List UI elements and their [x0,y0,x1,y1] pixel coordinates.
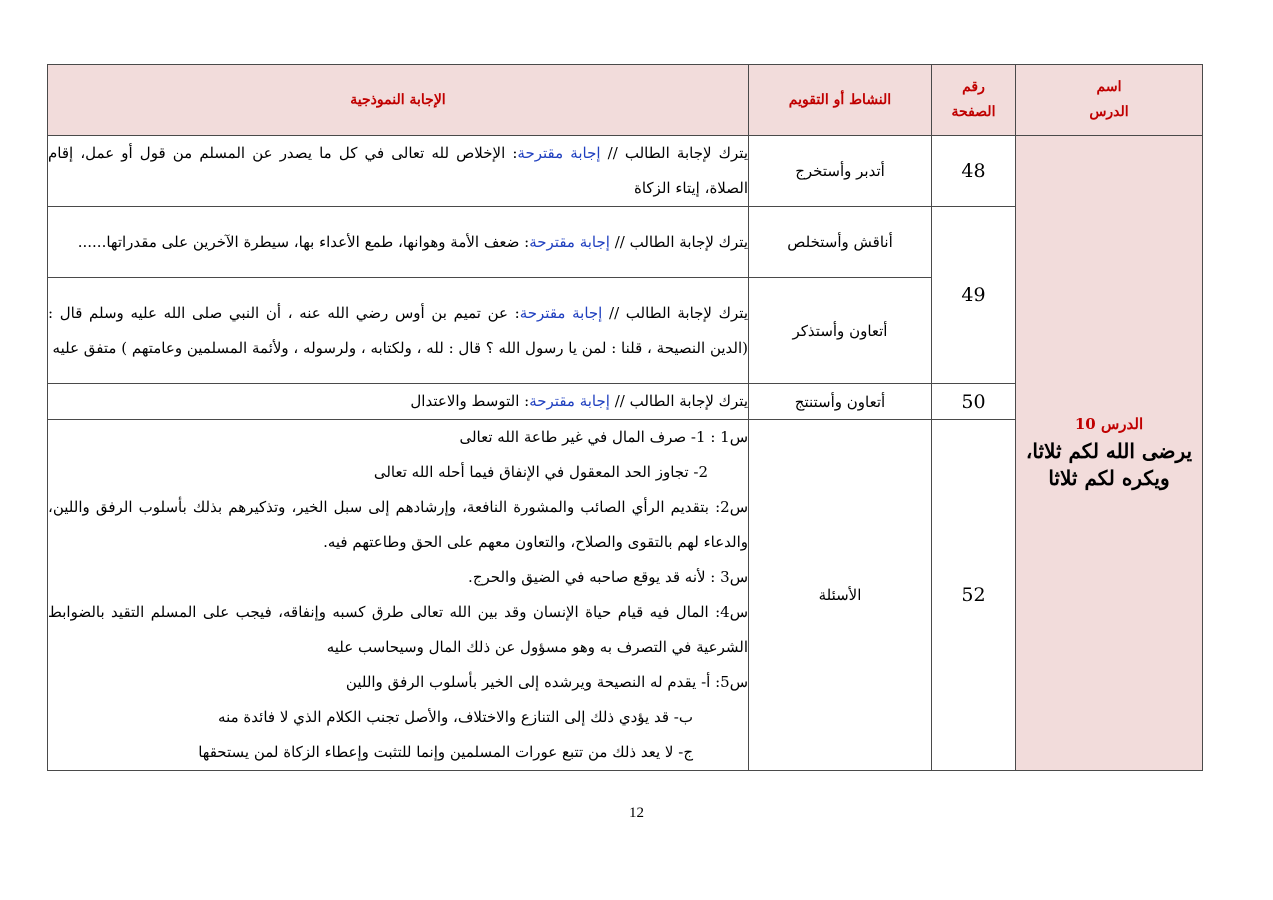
header-page-number: رقم الصفحة [932,65,1016,136]
activity-cell: الأسئلة [749,420,932,771]
answer-line: 2- تجاوز الحد المعقول في الإنفاق فيما أحله الله تعالى [373,463,708,481]
table-header-row [48,65,1203,136]
page-number-cell: 49 [932,207,1016,384]
suggested-answer-label: إجابة مقترحة [529,232,610,251]
answer-line: س4: المال فيه قيام حياة الإنسان وقد بين الله تعالى طرق كسبه وإنفاقه، فيجب على المسلم التقيد بالضوابط الشرعية في التصرف به وهو مسؤول عن ذلك المال وسيحاسب عليه [48,603,748,656]
answer-line: ج- لا يعد ذلك من تتبع عورات المسلمين وإنما للتثبت وإعطاء الزكاة لمن يستحقها [198,743,693,761]
answer-line: س2: بتقديم الرأي الصائب والمشورة النافعة، وإرشادهم إلى سبل الخير، وتذكيرهم بذلك بأسلوب الرفق واللين، والدعاء لهم بالتقوى والصلاح، والتعاون معهم على الحق وطاعتهم فيه. [48,498,748,551]
answer-cell: يترك لإجابة الطالب // إجابة مقترحة: ضعف الأمة وهوانها، طمع الأعداء بها، سيطرة الآخرين على مقدراتها...... [48,207,749,278]
answer-cell: يترك لإجابة الطالب // إجابة مقترحة: الإخلاص لله تعالى في كل ما يصدر عن المسلم من قول أو عمل، إقام الصلاة، إيتاء الزكاة [48,136,749,207]
activity-cell: أناقش وأستخلص [749,207,932,278]
activity-cell: أتدبر وأستخرج [749,136,932,207]
lesson-answers-table [47,64,1203,771]
activity-cell: أتعاون وأستذكر [749,278,932,384]
lesson-title: يرضى الله لكم ثلاثا، ويكره لكم ثلاثا [1025,438,1193,490]
page-number-cell: 52 [932,420,1016,771]
page-number-cell: 50 [932,384,1016,420]
activity-cell: أتعاون وأستنتج [749,384,932,420]
lesson-number: الدرس 10 [1074,414,1144,433]
suggested-answer-label: إجابة مقترحة [517,144,601,162]
suggested-answer-label: إجابة مقترحة [519,303,603,322]
answer-cell [48,420,749,771]
answer-cell: يترك لإجابة الطالب // إجابة مقترحة: التوسط والاعتدال [48,384,749,420]
header-activity: النشاط أو التقويم [749,65,932,136]
answer-line: س5: أ- يقدم له النصيحة ويرشده إلى الخير بأسلوب الرفق واللين [345,673,748,691]
lesson-cell [1016,136,1203,771]
page-number-cell: 48 [932,136,1016,207]
page-number: 12 [629,805,644,821]
answer-line: ب- قد يؤدي ذلك إلى التنازع والاختلاف، والأصل تجنب الكلام الذي لا فائدة منه [218,708,693,726]
suggested-answer-label: إجابة مقترحة [529,392,610,410]
header-lesson-name: اسم الدرس [1016,65,1203,136]
answer-line: س3 : لأنه قد يوقع صاحبه في الضيق والحرج. [468,568,748,586]
answer-cell: يترك لإجابة الطالب // إجابة مقترحة: عن تميم بن أوس رضي الله عنه ، أن النبي صلى الله عليه وسلم قال : (الدين النصيحة ، قلنا : لمن يا رسول الله ؟ قال : لله ، ولكتابه ، ولرسوله ، ولأئمة المسلمين وعامتهم ) متفق عليه [48,278,749,384]
header-model-answer: الإجابة النموذجية [48,65,749,136]
answer-line: س1 : 1- صرف المال في غير طاعة الله تعالى [459,428,748,446]
table-row [48,136,1203,207]
